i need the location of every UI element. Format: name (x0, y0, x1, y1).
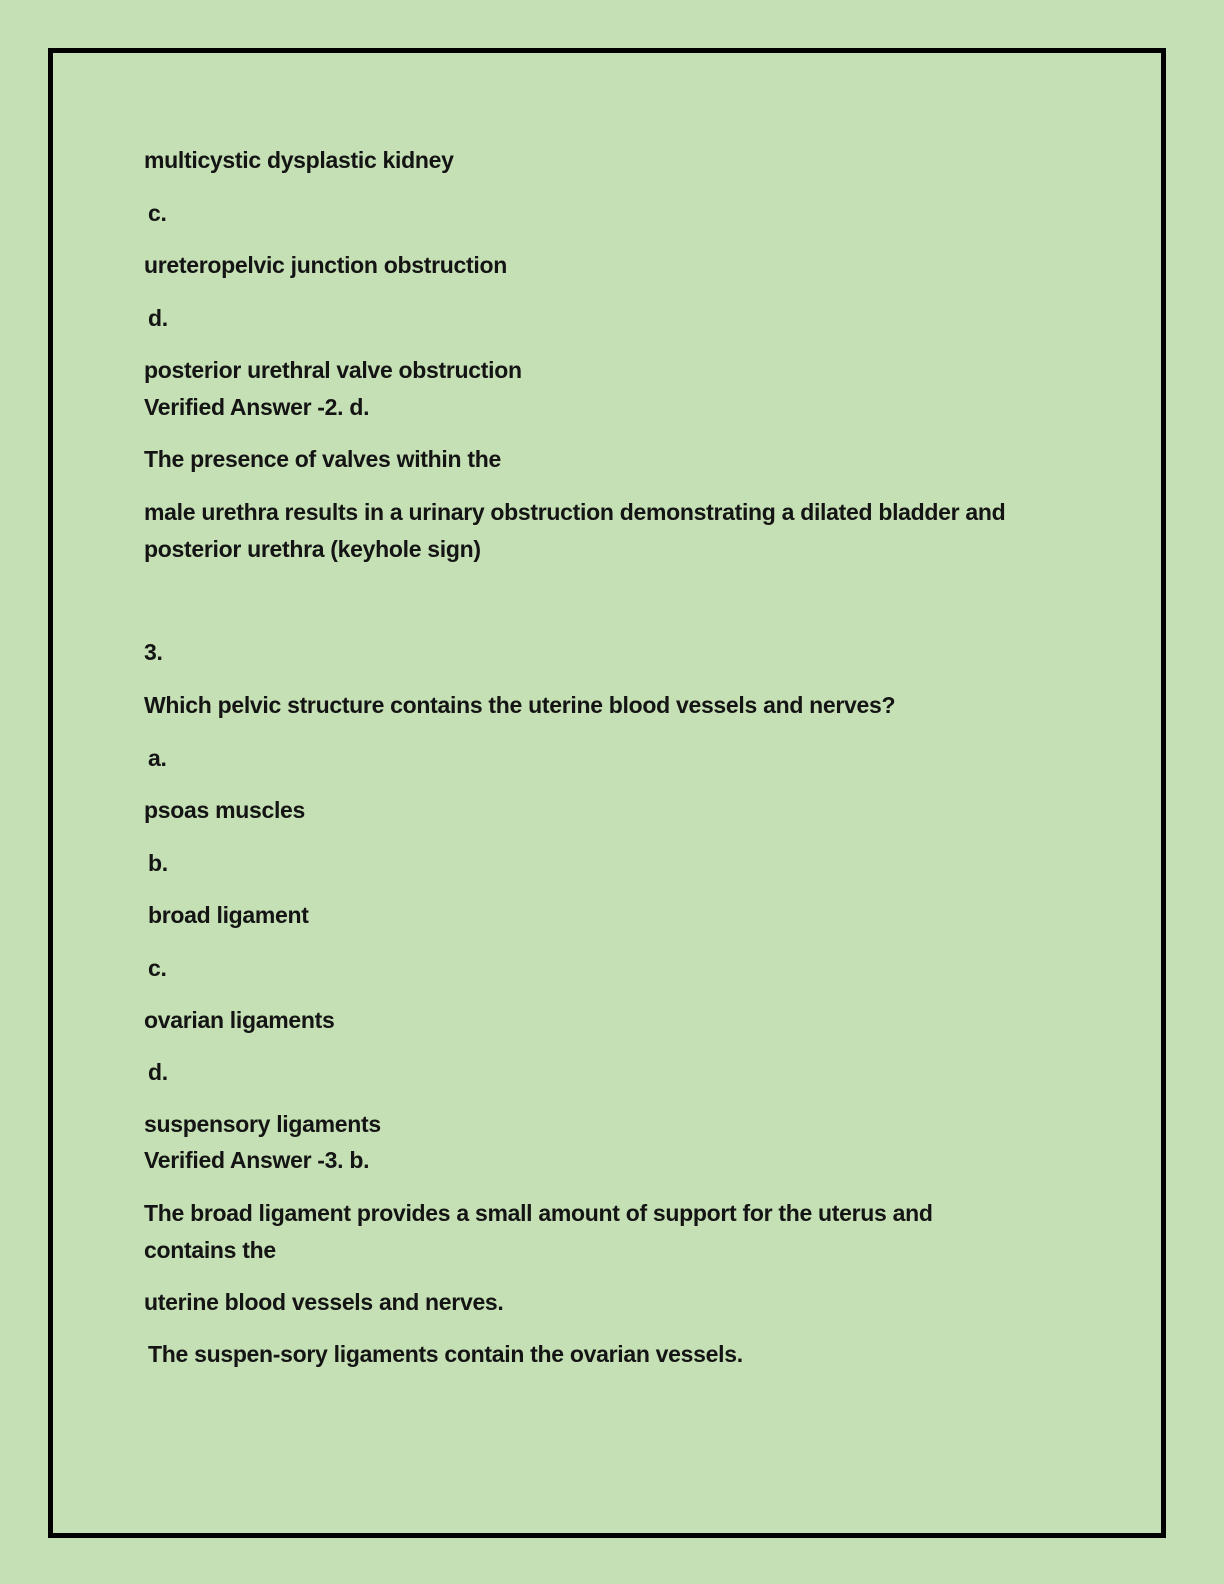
q2-option-d-text: posterior urethral valve obstruction (144, 357, 522, 383)
q2-explanation-line-2: male urethra results in a urinary obstruction demonstrating a dilated bladder and (144, 499, 1006, 525)
q3-number: 3. (144, 639, 163, 665)
q3-explanation-line-4: The suspen-sory ligaments contain the ovarian vessels. (148, 1341, 743, 1367)
q3-option-a-label: a. (148, 745, 167, 771)
q3-verified-answer: Verified Answer -3. b. (144, 1147, 370, 1173)
q2-verified-answer: Verified Answer -2. d. (144, 394, 370, 420)
q2-option-b-text: multicystic dysplastic kidney (144, 147, 454, 173)
q2-option-c-text: ureteropelvic junction obstruction (144, 252, 507, 278)
q3-option-c-text: ovarian ligaments (144, 1007, 335, 1033)
q2-explanation-line-3: posterior urethra (keyhole sign) (144, 536, 481, 562)
q3-explanation-line-3: uterine blood vessels and nerves. (144, 1289, 504, 1315)
q3-question: Which pelvic structure contains the uterine blood vessels and nerves? (144, 692, 896, 718)
q2-option-d-label: d. (148, 305, 168, 331)
q3-option-a-text: psoas muscles (144, 797, 306, 823)
q2-option-c-label: c. (148, 200, 167, 226)
q3-option-b-label: b. (148, 850, 168, 876)
q3-option-b-text: broad ligament (148, 902, 309, 928)
q3-option-c-label: c. (148, 955, 167, 981)
q3-option-d-text: suspensory ligaments (144, 1111, 381, 1137)
q3-explanation-line-2: contains the (144, 1237, 276, 1263)
q3-explanation-line-1: The broad ligament provides a small amount of support for the uterus and (144, 1200, 933, 1226)
q2-explanation-line-1: The presence of valves within the (144, 446, 501, 472)
q3-option-d-label: d. (148, 1059, 168, 1085)
